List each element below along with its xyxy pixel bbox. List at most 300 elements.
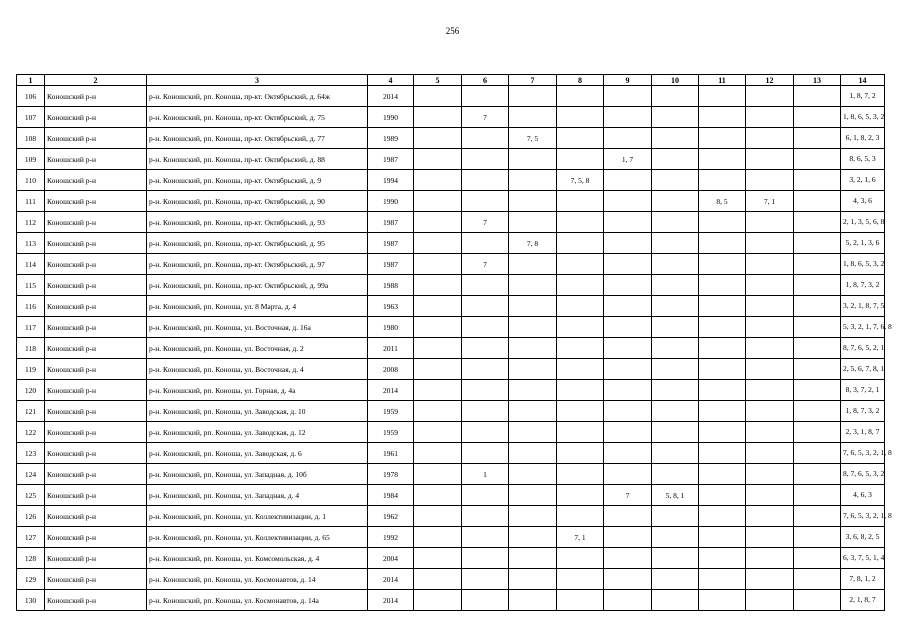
table-row <box>17 191 885 212</box>
table-row <box>17 380 885 401</box>
table-row <box>17 443 885 464</box>
col12-cell <box>746 149 794 170</box>
col12-cell <box>746 401 794 422</box>
col11-cell <box>699 296 746 317</box>
col13-cell <box>794 527 841 548</box>
col9-cell <box>604 401 652 422</box>
col5-cell <box>414 170 462 191</box>
col14-cell: 4, 3, 6 <box>841 191 885 212</box>
col7-cell <box>509 464 557 485</box>
col13-cell <box>794 464 841 485</box>
year-cell: 1994 <box>368 170 414 191</box>
district-cell: Коношский р-н <box>45 86 147 107</box>
col8-cell <box>557 464 604 485</box>
col5-cell <box>414 296 462 317</box>
col11-cell <box>699 170 746 191</box>
row-number: 117 <box>17 317 45 338</box>
col9-cell <box>604 275 652 296</box>
col9-cell <box>604 380 652 401</box>
col5-cell <box>414 128 462 149</box>
col6-cell <box>462 569 509 590</box>
col6-cell <box>462 401 509 422</box>
col8-cell: 7, 5, 8 <box>557 170 604 191</box>
col8-cell <box>557 107 604 128</box>
row-number: 123 <box>17 443 45 464</box>
col10-cell <box>652 569 699 590</box>
col7-cell <box>509 107 557 128</box>
col10-cell <box>652 443 699 464</box>
table-row <box>17 233 885 254</box>
col14-cell: 8, 7, 6, 5, 2, 1 <box>841 338 885 359</box>
col11-cell <box>699 275 746 296</box>
year-cell: 1989 <box>368 128 414 149</box>
address-cell: р-н. Коношский, рп. Коноша, ул. Восточная, д. 16а <box>147 317 368 338</box>
table-row <box>17 506 885 527</box>
table-row <box>17 527 885 548</box>
column-header: 9 <box>604 75 652 86</box>
address-cell: р-н. Коношский, рп. Коноша, ул. Космонавтов, д. 14 <box>147 569 368 590</box>
page-number: 256 <box>445 26 460 36</box>
col6-cell <box>462 380 509 401</box>
col14-cell: 1, 8, 7, 3, 2 <box>841 401 885 422</box>
col5-cell <box>414 569 462 590</box>
row-number: 107 <box>17 107 45 128</box>
col9-cell <box>604 359 652 380</box>
col5-cell <box>414 422 462 443</box>
col11-cell <box>699 149 746 170</box>
col13-cell <box>794 86 841 107</box>
col10-cell <box>652 380 699 401</box>
row-number: 114 <box>17 254 45 275</box>
address-cell: р-н. Коношский, рп. Коноша, ул. Коллективизации, д. 65 <box>147 527 368 548</box>
col11-cell <box>699 107 746 128</box>
row-number: 120 <box>17 380 45 401</box>
district-cell: Коношский р-н <box>45 275 147 296</box>
col14-cell: 3, 2, 1, 6 <box>841 170 885 191</box>
col8-cell <box>557 380 604 401</box>
col12-cell <box>746 359 794 380</box>
col10-cell <box>652 107 699 128</box>
col10-cell <box>652 296 699 317</box>
col10-cell <box>652 149 699 170</box>
col5-cell <box>414 380 462 401</box>
col10-cell <box>652 548 699 569</box>
table-row <box>17 359 885 380</box>
col6-cell <box>462 422 509 443</box>
col5-cell <box>414 317 462 338</box>
col7-cell <box>509 569 557 590</box>
table-row <box>17 485 885 506</box>
year-cell: 2004 <box>368 548 414 569</box>
year-cell: 1988 <box>368 275 414 296</box>
row-number: 127 <box>17 527 45 548</box>
col8-cell <box>557 359 604 380</box>
col12-cell <box>746 212 794 233</box>
col8-cell <box>557 149 604 170</box>
district-cell: Коношский р-н <box>45 443 147 464</box>
address-cell: р-н. Коношский, рп. Коноша, ул. Комсомольская, д. 4 <box>147 548 368 569</box>
col11-cell <box>699 527 746 548</box>
col9-cell <box>604 527 652 548</box>
row-number: 116 <box>17 296 45 317</box>
col7-cell <box>509 422 557 443</box>
col9-cell: 1, 7 <box>604 149 652 170</box>
col6-cell <box>462 548 509 569</box>
col11-cell <box>699 338 746 359</box>
col9-cell <box>604 107 652 128</box>
column-header: 6 <box>462 75 509 86</box>
district-cell: Коношский р-н <box>45 317 147 338</box>
col8-cell <box>557 296 604 317</box>
row-number: 118 <box>17 338 45 359</box>
address-cell: р-н. Коношский, рп. Коноша, пр-кт. Октябрьский, д. 9 <box>147 170 368 191</box>
address-cell: р-н. Коношский, рп. Коноша, пр-кт. Октябрьский, д. 64ж <box>147 86 368 107</box>
district-cell: Коношский р-н <box>45 485 147 506</box>
col7-cell <box>509 296 557 317</box>
col9-cell <box>604 590 652 611</box>
col12-cell <box>746 296 794 317</box>
column-header: 3 <box>147 75 368 86</box>
col10-cell <box>652 527 699 548</box>
col6-cell <box>462 233 509 254</box>
address-cell: р-н. Коношский, рп. Коноша, ул. Восточная, д. 4 <box>147 359 368 380</box>
data-table <box>16 74 892 611</box>
year-cell: 1987 <box>368 212 414 233</box>
col13-cell <box>794 380 841 401</box>
year-cell: 1978 <box>368 464 414 485</box>
col12-cell <box>746 527 794 548</box>
col7-cell <box>509 590 557 611</box>
address-cell: р-н. Коношский, рп. Коноша, пр-кт. Октябрьский, д. 97 <box>147 254 368 275</box>
col14-cell: 8, 6, 5, 3 <box>841 149 885 170</box>
col10-cell <box>652 359 699 380</box>
col13-cell <box>794 443 841 464</box>
row-number: 128 <box>17 548 45 569</box>
col7-cell: 7, 5 <box>509 128 557 149</box>
col5-cell <box>414 275 462 296</box>
col7-cell <box>509 254 557 275</box>
col8-cell: 7, 1 <box>557 527 604 548</box>
col10-cell <box>652 86 699 107</box>
col10-cell <box>652 212 699 233</box>
col8-cell <box>557 422 604 443</box>
year-cell: 2014 <box>368 380 414 401</box>
column-header: 10 <box>652 75 699 86</box>
address-cell: р-н. Коношский, рп. Коноша, пр-кт. Октябрьский, д. 88 <box>147 149 368 170</box>
col11-cell <box>699 506 746 527</box>
col5-cell <box>414 359 462 380</box>
table-row <box>17 569 885 590</box>
col7-cell: 7, 8 <box>509 233 557 254</box>
col11-cell <box>699 317 746 338</box>
col12-cell <box>746 317 794 338</box>
col14-cell: 2, 3, 1, 8, 7 <box>841 422 885 443</box>
col10-cell <box>652 590 699 611</box>
col11-cell <box>699 443 746 464</box>
col14-cell: 8, 7, 6, 5, 3, 2 <box>841 464 885 485</box>
col9-cell <box>604 86 652 107</box>
row-number: 125 <box>17 485 45 506</box>
district-cell: Коношский р-н <box>45 380 147 401</box>
col13-cell <box>794 212 841 233</box>
col8-cell <box>557 569 604 590</box>
col5-cell <box>414 590 462 611</box>
col14-cell: 3, 6, 8, 2, 5 <box>841 527 885 548</box>
year-cell: 1980 <box>368 317 414 338</box>
col5-cell <box>414 464 462 485</box>
district-cell: Коношский р-н <box>45 338 147 359</box>
col11-cell <box>699 548 746 569</box>
col6-cell: 7 <box>462 212 509 233</box>
district-cell: Коношский р-н <box>45 254 147 275</box>
col7-cell <box>509 338 557 359</box>
col8-cell <box>557 128 604 149</box>
table-row <box>17 212 885 233</box>
col12-cell <box>746 422 794 443</box>
col13-cell <box>794 422 841 443</box>
col5-cell <box>414 191 462 212</box>
col9-cell <box>604 191 652 212</box>
col13-cell <box>794 569 841 590</box>
col7-cell <box>509 485 557 506</box>
col14-cell: 5, 3, 2, 1, 7, 6, 8 <box>841 317 885 338</box>
col12-cell <box>746 464 794 485</box>
col12-cell <box>746 548 794 569</box>
district-cell: Коношский р-н <box>45 527 147 548</box>
col9-cell <box>604 548 652 569</box>
col9-cell <box>604 317 652 338</box>
col9-cell <box>604 170 652 191</box>
col12-cell <box>746 590 794 611</box>
row-number: 108 <box>17 128 45 149</box>
col14-cell: 5, 2, 1, 3, 6 <box>841 233 885 254</box>
col6-cell <box>462 296 509 317</box>
column-header: 2 <box>45 75 147 86</box>
col9-cell <box>604 296 652 317</box>
table-row <box>17 86 885 107</box>
col8-cell <box>557 254 604 275</box>
col12-cell <box>746 275 794 296</box>
address-cell: р-н. Коношский, рп. Коноша, ул. Заводская, д. 10 <box>147 401 368 422</box>
col5-cell <box>414 506 462 527</box>
col11-cell <box>699 212 746 233</box>
col6-cell <box>462 527 509 548</box>
col9-cell <box>604 569 652 590</box>
year-cell: 2011 <box>368 338 414 359</box>
col13-cell <box>794 317 841 338</box>
column-header: 14 <box>841 75 885 86</box>
col12-cell <box>746 86 794 107</box>
col8-cell <box>557 212 604 233</box>
col9-cell <box>604 443 652 464</box>
col13-cell <box>794 254 841 275</box>
col7-cell <box>509 191 557 212</box>
year-cell: 2014 <box>368 86 414 107</box>
col6-cell <box>462 275 509 296</box>
district-cell: Коношский р-н <box>45 422 147 443</box>
col13-cell <box>794 128 841 149</box>
address-cell: р-н. Коношский, рп. Коноша, ул. Восточная, д. 2 <box>147 338 368 359</box>
col5-cell <box>414 485 462 506</box>
col10-cell <box>652 401 699 422</box>
col6-cell: 7 <box>462 107 509 128</box>
table-row <box>17 422 885 443</box>
col8-cell <box>557 401 604 422</box>
col5-cell <box>414 443 462 464</box>
col13-cell <box>794 548 841 569</box>
col8-cell <box>557 275 604 296</box>
col6-cell: 1 <box>462 464 509 485</box>
district-cell: Коношский р-н <box>45 233 147 254</box>
column-header: 7 <box>509 75 557 86</box>
row-number: 119 <box>17 359 45 380</box>
col8-cell <box>557 506 604 527</box>
col12-cell <box>746 485 794 506</box>
column-header: 4 <box>368 75 414 86</box>
col10-cell <box>652 275 699 296</box>
row-number: 121 <box>17 401 45 422</box>
table-row <box>17 296 885 317</box>
table-body <box>17 86 892 611</box>
address-cell: р-н. Коношский, рп. Коноша, ул. Коллективизации, д. 1 <box>147 506 368 527</box>
header-row <box>17 75 885 86</box>
col13-cell <box>794 170 841 191</box>
row-number: 109 <box>17 149 45 170</box>
year-cell: 1959 <box>368 422 414 443</box>
col8-cell <box>557 338 604 359</box>
col10-cell <box>652 191 699 212</box>
col12-cell <box>746 107 794 128</box>
table-row <box>17 275 885 296</box>
col11-cell <box>699 422 746 443</box>
col5-cell <box>414 254 462 275</box>
col9-cell: 7 <box>604 485 652 506</box>
col11-cell <box>699 569 746 590</box>
col8-cell <box>557 191 604 212</box>
year-cell: 1959 <box>368 401 414 422</box>
district-cell: Коношский р-н <box>45 107 147 128</box>
col9-cell <box>604 506 652 527</box>
district-cell: Коношский р-н <box>45 548 147 569</box>
col6-cell <box>462 590 509 611</box>
column-header: 13 <box>794 75 841 86</box>
col8-cell <box>557 86 604 107</box>
col12-cell <box>746 443 794 464</box>
col7-cell <box>509 149 557 170</box>
table-row <box>17 170 885 191</box>
col5-cell <box>414 527 462 548</box>
year-cell: 2008 <box>368 359 414 380</box>
col12-cell <box>746 380 794 401</box>
col8-cell <box>557 443 604 464</box>
address-cell: р-н. Коношский, рп. Коноша, пр-кт. Октябрьский, д. 90 <box>147 191 368 212</box>
table-row <box>17 149 885 170</box>
col11-cell <box>699 401 746 422</box>
col7-cell <box>509 548 557 569</box>
row-number: 113 <box>17 233 45 254</box>
address-cell: р-н. Коношский, рп. Коноша, ул. Заводская, д. 6 <box>147 443 368 464</box>
row-number: 115 <box>17 275 45 296</box>
col5-cell <box>414 212 462 233</box>
col8-cell <box>557 317 604 338</box>
col14-cell: 4, 6, 3 <box>841 485 885 506</box>
col13-cell <box>794 485 841 506</box>
row-number: 106 <box>17 86 45 107</box>
col7-cell <box>509 359 557 380</box>
col14-cell: 7, 8, 1, 2 <box>841 569 885 590</box>
col6-cell <box>462 359 509 380</box>
column-header: 12 <box>746 75 794 86</box>
district-cell: Коношский р-н <box>45 170 147 191</box>
col11-cell <box>699 254 746 275</box>
district-cell: Коношский р-н <box>45 506 147 527</box>
col9-cell <box>604 254 652 275</box>
year-cell: 1990 <box>368 191 414 212</box>
col9-cell <box>604 338 652 359</box>
district-cell: Коношский р-н <box>45 464 147 485</box>
address-cell: р-н. Коношский, рп. Коноша, ул. Заводская, д. 12 <box>147 422 368 443</box>
column-header: 11 <box>699 75 746 86</box>
district-cell: Коношский р-н <box>45 590 147 611</box>
col9-cell <box>604 464 652 485</box>
table-row <box>17 590 885 611</box>
address-cell: р-н. Коношский, рп. Коноша, ул. Космонавтов, д. 14а <box>147 590 368 611</box>
col13-cell <box>794 233 841 254</box>
col10-cell: 5, 8, 1 <box>652 485 699 506</box>
col13-cell <box>794 296 841 317</box>
col5-cell <box>414 107 462 128</box>
row-number: 122 <box>17 422 45 443</box>
year-cell: 1987 <box>368 254 414 275</box>
address-cell: р-н. Коношский, рп. Коноша, ул. Западная, д. 4 <box>147 485 368 506</box>
col5-cell <box>414 338 462 359</box>
col14-cell: 1, 8, 7, 3, 2 <box>841 275 885 296</box>
col6-cell <box>462 443 509 464</box>
col9-cell <box>604 422 652 443</box>
col10-cell <box>652 128 699 149</box>
col6-cell <box>462 485 509 506</box>
address-cell: р-н. Коношский, рп. Коноша, пр-кт. Октябрьский, д. 95 <box>147 233 368 254</box>
col7-cell <box>509 527 557 548</box>
col8-cell <box>557 590 604 611</box>
col11-cell <box>699 590 746 611</box>
col8-cell <box>557 548 604 569</box>
col14-cell: 1, 8, 7, 2 <box>841 86 885 107</box>
col8-cell <box>557 233 604 254</box>
col13-cell <box>794 401 841 422</box>
col9-cell <box>604 128 652 149</box>
col9-cell <box>604 233 652 254</box>
col7-cell <box>509 86 557 107</box>
year-cell: 1987 <box>368 149 414 170</box>
col5-cell <box>414 401 462 422</box>
table-row <box>17 254 885 275</box>
address-cell: р-н. Коношский, рп. Коноша, ул. 8 Марта, д. 4 <box>147 296 368 317</box>
col10-cell <box>652 338 699 359</box>
table-row <box>17 401 885 422</box>
table-row <box>17 464 885 485</box>
table-row <box>17 338 885 359</box>
col6-cell <box>462 86 509 107</box>
col5-cell <box>414 149 462 170</box>
address-cell: р-н. Коношский, рп. Коноша, ул. Горная, д. 4а <box>147 380 368 401</box>
col13-cell <box>794 590 841 611</box>
table-row <box>17 128 885 149</box>
district-cell: Коношский р-н <box>45 212 147 233</box>
col10-cell <box>652 422 699 443</box>
col11-cell <box>699 359 746 380</box>
col14-cell: 6, 1, 8, 2, 3 <box>841 128 885 149</box>
